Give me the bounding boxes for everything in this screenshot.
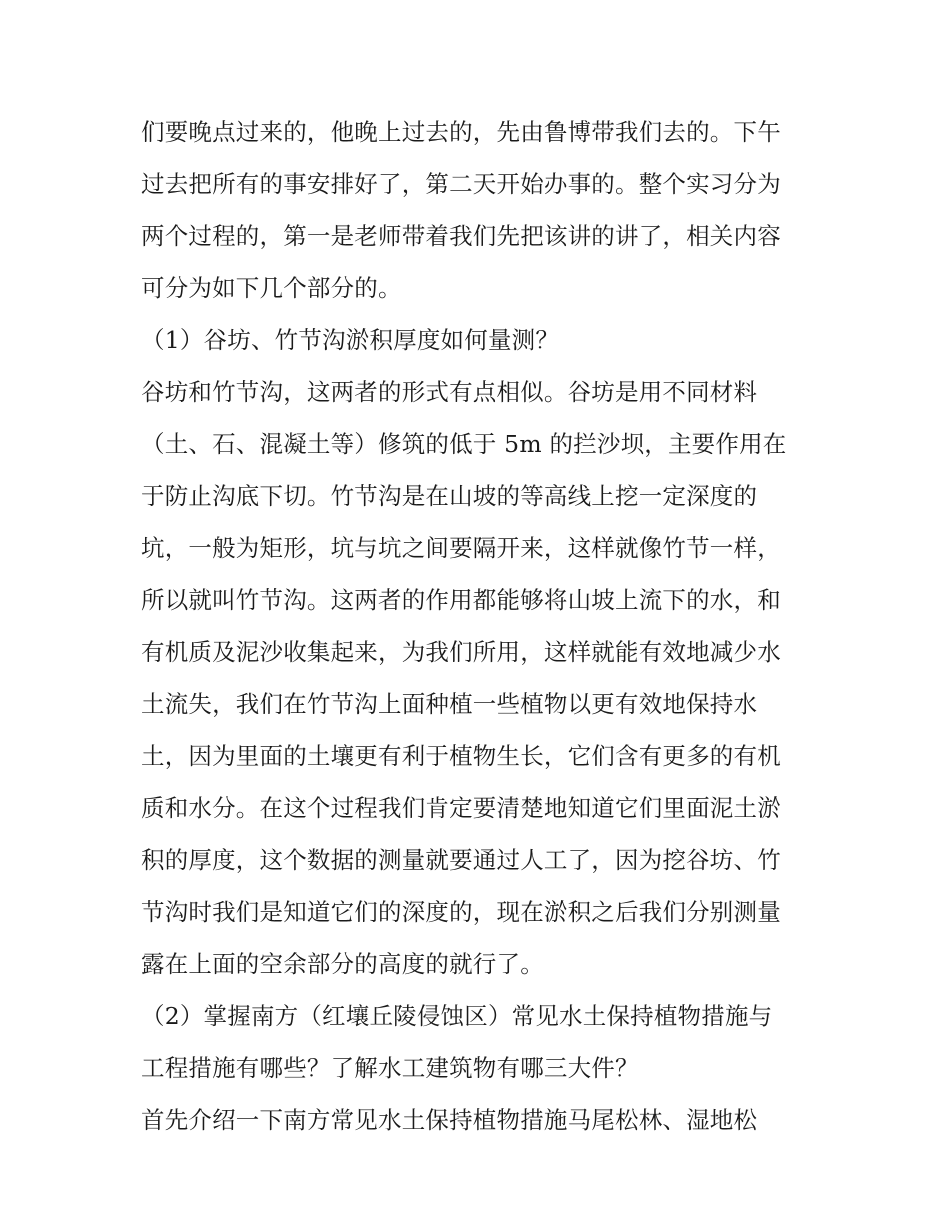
text-line: 质和水分。在这个过程我们肯定要清楚地知道它们里面泥土淤 [141,794,781,822]
section-heading-2: （2）掌握南方（红壤丘陵侵蚀区）常见水土保持植物措施与 [141,1002,773,1030]
body-text [141,106,821,1146]
text-line: 露在上面的空余部分的高度的就行了。 [141,950,544,978]
section-heading-1: （1）谷坊、竹节沟淤积厚度如何量测？ [141,326,560,354]
text-line: 积的厚度，这个数据的测量就要通过人工了，因为挖谷坊、竹 [141,846,781,874]
text-line: 两个过程的，第一是老师带着我们先把该讲的讲了，相关内容 [141,222,781,250]
text-line: 过去把所有的事安排好了，第二天开始办事的。整个实习分为 [141,170,781,198]
text-line: 首先介绍一下南方常见水土保持植物措施马尾松林、湿地松 [141,1106,758,1134]
text-line: 土流失，我们在竹节沟上面种植一些植物以更有效地保持水 [141,690,758,718]
text-line: 可分为如下几个部分的。 [141,274,402,302]
text-line: 们要晚点过来的，他晚上过去的，先由鲁博带我们去的。下午 [141,118,781,146]
text-line: 节沟时我们是知道它们的深度的，现在淤积之后我们分别测量 [141,898,781,926]
text-line: 坑，一般为矩形，坑与坑之间要隔开来，这样就像竹节一样， [141,534,781,562]
text-line: 有机质及泥沙收集起来，为我们所用，这样就能有效地减少水 [141,638,781,666]
text-line: 于防止沟底下切。竹节沟是在山坡的等高线上挖一定深度的 [141,482,758,510]
section-heading-2-continued: 工程措施有哪些？了解水工建筑物有哪三大件？ [141,1054,639,1082]
text-line: （土、石、混凝土等）修筑的低于 5m 的拦沙坝，主要作用在 [141,430,787,458]
text-line: 谷坊和竹节沟，这两者的形式有点相似。谷坊是用不同材料 [141,378,758,406]
text-line: 土，因为里面的土壤更有利于植物生长，它们含有更多的有机 [141,742,781,770]
text-line: 所以就叫竹节沟。这两者的作用都能够将山坡上流下的水，和 [141,586,781,614]
